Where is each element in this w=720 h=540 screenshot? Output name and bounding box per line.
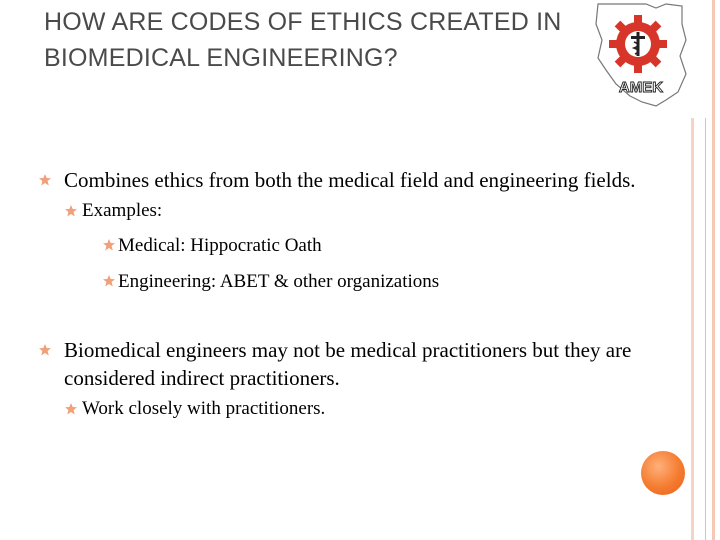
amek-logo [586, 0, 692, 110]
sub-sub-bullet-text: Engineering: ABET & other organizations [118, 271, 440, 292]
bullet-text: Biomedical engineers may not be medical practitioners but they are considered indirect practitioners. [64, 338, 632, 390]
sub-bullet-item [38, 392, 638, 426]
bullet-text: Combines ethics from both the medical field and engineering fields. [64, 168, 636, 192]
bullet-marker-icon [102, 238, 116, 252]
decorative-rail [712, 0, 715, 540]
sub-sub-bullet-item [38, 264, 638, 300]
decorative-rail [691, 118, 694, 540]
sub-bullet-text: Examples: [82, 200, 163, 221]
sub-bullet-item [38, 194, 638, 228]
bullet-marker-icon [38, 173, 52, 187]
bullet-marker-icon [64, 204, 78, 218]
bullet-marker-icon [64, 402, 78, 416]
sub-sub-bullet-item [38, 228, 638, 264]
sub-sub-bullet-text: Medical: Hippocratic Oath [118, 235, 322, 256]
bullet-list [38, 166, 638, 426]
bullet-marker-icon [102, 274, 116, 288]
decorative-rail [705, 118, 706, 540]
decorative-circle [641, 451, 685, 495]
slide-title: HOW ARE CODES OF ETHICS CREATED IN BIOMEDICAL ENGINEERING? [44, 8, 562, 72]
sub-bullet-text: Work closely with practitioners. [82, 398, 326, 419]
bullet-marker-icon [38, 343, 52, 357]
logo-text: AMEK [618, 79, 664, 96]
bullet-item [38, 336, 638, 392]
bullet-item [38, 166, 638, 194]
